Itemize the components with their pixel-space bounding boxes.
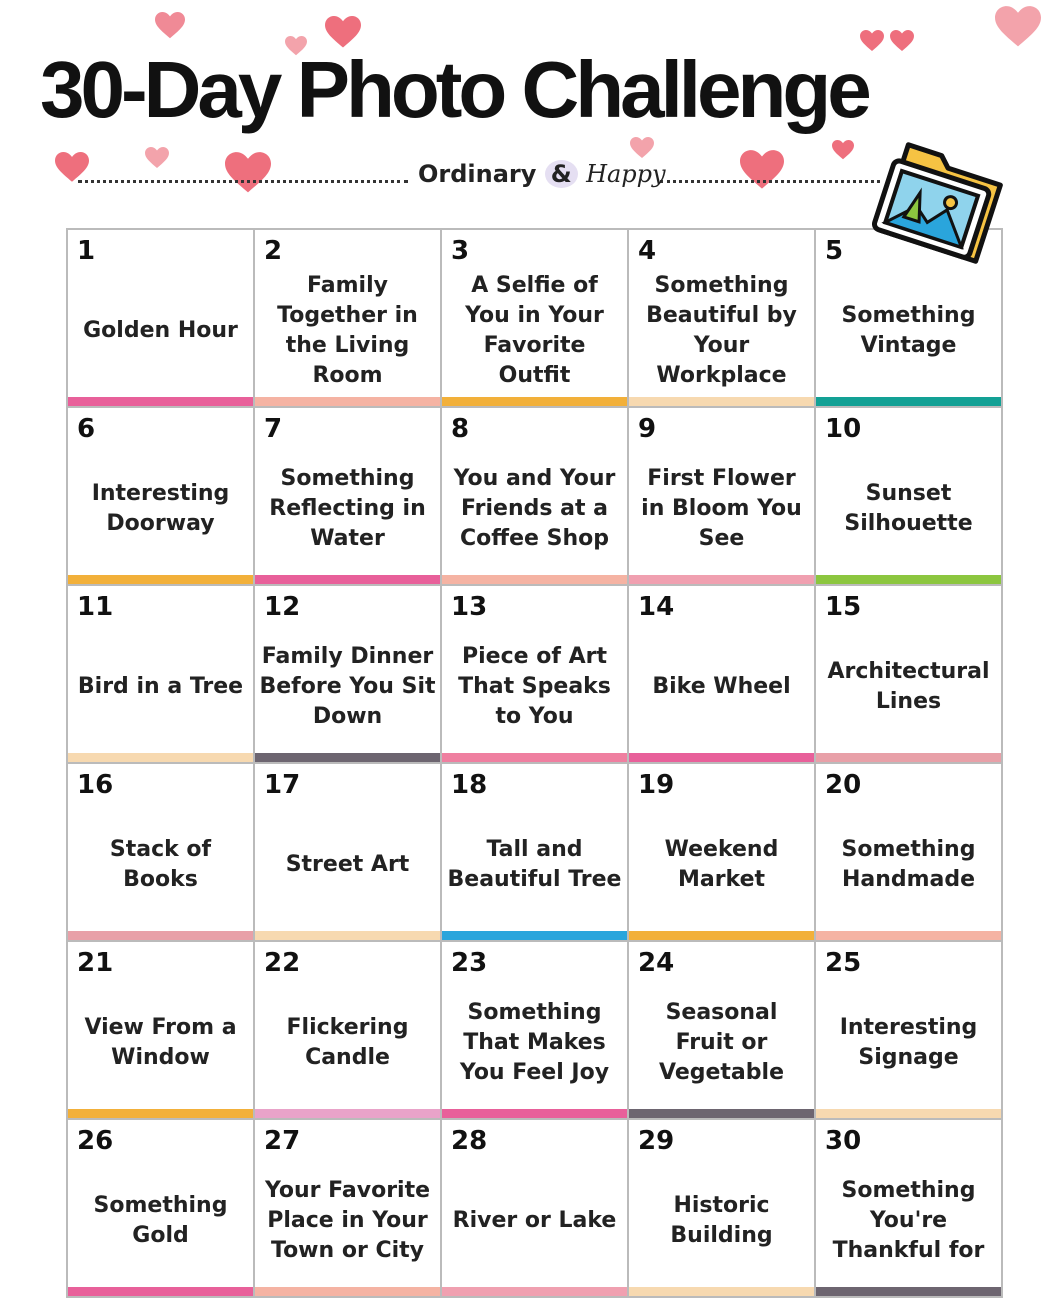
day-cell: [255, 408, 442, 586]
day-prompt: River or Lake: [452, 1208, 617, 1233]
day-cell: [629, 942, 816, 1120]
day-number: 24: [638, 948, 675, 978]
day-prompt: Your Favorite Place in Your Town or City: [264, 1178, 431, 1263]
day-number: 13: [451, 592, 488, 622]
heart-icon: [155, 12, 185, 40]
color-bar: [442, 1109, 627, 1118]
day-number: 25: [825, 948, 862, 978]
day-cell: [255, 942, 442, 1120]
color-bar: [255, 1109, 440, 1118]
day-prompt: Bird in a Tree: [77, 674, 244, 699]
day-number: 29: [638, 1126, 675, 1156]
day-cell: [68, 408, 255, 586]
day-cell: [442, 764, 629, 942]
day-number: 2: [264, 236, 283, 266]
day-number: 4: [638, 236, 657, 266]
challenge-grid: [66, 228, 1003, 1298]
day-prompt: First Flower in Bloom You See: [641, 466, 802, 551]
day-prompt: Stack of Books: [109, 837, 212, 892]
day-number: 3: [451, 236, 470, 266]
day-prompt: Family Dinner Before You Sit Down: [259, 644, 436, 729]
color-bar: [68, 1287, 253, 1296]
color-bar: [816, 1287, 1001, 1296]
day-cell: [68, 230, 255, 408]
divider: [660, 180, 880, 183]
day-cell: [629, 230, 816, 408]
color-bar: [629, 1109, 814, 1118]
color-bar: [255, 753, 440, 762]
day-cell: [442, 230, 629, 408]
heart-icon: [225, 152, 271, 194]
color-bar: [629, 1287, 814, 1296]
brand-ampersand: &: [545, 160, 578, 188]
day-number: 8: [451, 414, 470, 444]
color-bar: [629, 931, 814, 940]
brand-word: Ordinary: [418, 160, 537, 188]
day-prompt: Tall and Beautiful Tree: [447, 837, 622, 892]
day-cell: [442, 1120, 629, 1298]
day-cell: [442, 408, 629, 586]
day-prompt: Sunset Silhouette: [844, 481, 973, 536]
page-title: 30-Day Photo Challenge: [40, 45, 868, 134]
day-number: 19: [638, 770, 675, 800]
color-bar: [255, 397, 440, 406]
day-prompt: Flickering Candle: [286, 1015, 409, 1070]
day-prompt: Golden Hour: [83, 318, 238, 343]
day-number: 21: [77, 948, 114, 978]
day-number: 9: [638, 414, 657, 444]
day-number: 5: [825, 236, 844, 266]
day-prompt: Something Beautiful by Your Workplace: [646, 273, 797, 388]
day-prompt: Something That Makes You Feel Joy: [459, 1000, 610, 1085]
day-number: 17: [264, 770, 301, 800]
day-number: 6: [77, 414, 96, 444]
day-number: 20: [825, 770, 862, 800]
color-bar: [442, 753, 627, 762]
day-number: 16: [77, 770, 114, 800]
day-cell: [255, 230, 442, 408]
day-prompt: Architectural Lines: [827, 659, 990, 714]
photo-folder-icon: [872, 138, 1012, 268]
day-cell: [68, 764, 255, 942]
color-bar: [442, 931, 627, 940]
color-bar: [68, 1109, 253, 1118]
day-number: 10: [825, 414, 862, 444]
day-cell: [629, 408, 816, 586]
day-number: 15: [825, 592, 862, 622]
divider: [78, 180, 408, 183]
day-number: 26: [77, 1126, 114, 1156]
heart-icon: [145, 147, 169, 169]
color-bar: [68, 753, 253, 762]
day-cell: [255, 764, 442, 942]
color-bar: [442, 397, 627, 406]
day-number: 18: [451, 770, 488, 800]
day-number: 7: [264, 414, 283, 444]
color-bar: [442, 575, 627, 584]
color-bar: [442, 1287, 627, 1296]
day-prompt: Something You're Thankful for: [832, 1178, 985, 1263]
day-number: 12: [264, 592, 301, 622]
day-prompt: View From a Window: [84, 1015, 237, 1070]
day-prompt: Family Together in the Living Room: [277, 273, 418, 388]
day-cell: [442, 586, 629, 764]
day-cell: [68, 586, 255, 764]
day-cell: [629, 586, 816, 764]
day-number: 11: [77, 592, 114, 622]
day-number: 28: [451, 1126, 488, 1156]
color-bar: [629, 397, 814, 406]
color-bar: [68, 397, 253, 406]
day-cell: [816, 942, 1003, 1120]
day-cell: [442, 942, 629, 1120]
day-prompt: Something Vintage: [841, 303, 976, 358]
day-cell: [816, 1120, 1003, 1298]
day-cell: [816, 764, 1003, 942]
brand-logo: [418, 160, 666, 188]
day-number: 23: [451, 948, 488, 978]
day-prompt: Historic Building: [670, 1193, 773, 1248]
color-bar: [816, 931, 1001, 940]
day-cell: [68, 1120, 255, 1298]
color-bar: [629, 575, 814, 584]
color-bar: [816, 397, 1001, 406]
day-cell: [816, 408, 1003, 586]
day-number: 1: [77, 236, 96, 266]
day-prompt: Something Reflecting in Water: [269, 466, 426, 551]
day-prompt: Seasonal Fruit or Vegetable: [659, 1000, 784, 1085]
brand-word: Happy: [586, 160, 666, 188]
day-cell: [68, 942, 255, 1120]
day-prompt: Something Handmade: [841, 837, 976, 892]
day-prompt: Weekend Market: [664, 837, 779, 892]
color-bar: [629, 753, 814, 762]
day-prompt: Interesting Signage: [839, 1015, 978, 1070]
color-bar: [255, 1287, 440, 1296]
heart-icon: [55, 152, 89, 183]
day-cell: [629, 764, 816, 942]
day-cell: [255, 586, 442, 764]
color-bar: [255, 931, 440, 940]
day-cell: [255, 1120, 442, 1298]
day-cell: [816, 586, 1003, 764]
heart-icon: [740, 150, 784, 190]
color-bar: [255, 575, 440, 584]
day-number: 22: [264, 948, 301, 978]
color-bar: [816, 1109, 1001, 1118]
day-prompt: Interesting Doorway: [91, 481, 230, 536]
day-prompt: Piece of Art That Speaks to You: [458, 644, 611, 729]
color-bar: [816, 575, 1001, 584]
color-bar: [816, 753, 1001, 762]
color-bar: [68, 575, 253, 584]
heart-icon: [832, 140, 854, 160]
day-number: 14: [638, 592, 675, 622]
day-number: 30: [825, 1126, 862, 1156]
heart-icon: [630, 137, 654, 159]
day-prompt: Something Gold: [93, 1193, 228, 1248]
color-bar: [68, 931, 253, 940]
day-prompt: You and Your Friends at a Coffee Shop: [453, 466, 616, 551]
day-cell: [629, 1120, 816, 1298]
day-prompt: A Selfie of You in Your Favorite Outfit: [465, 273, 604, 388]
day-prompt: Bike Wheel: [652, 674, 791, 699]
day-number: 27: [264, 1126, 301, 1156]
day-prompt: Street Art: [285, 852, 410, 877]
